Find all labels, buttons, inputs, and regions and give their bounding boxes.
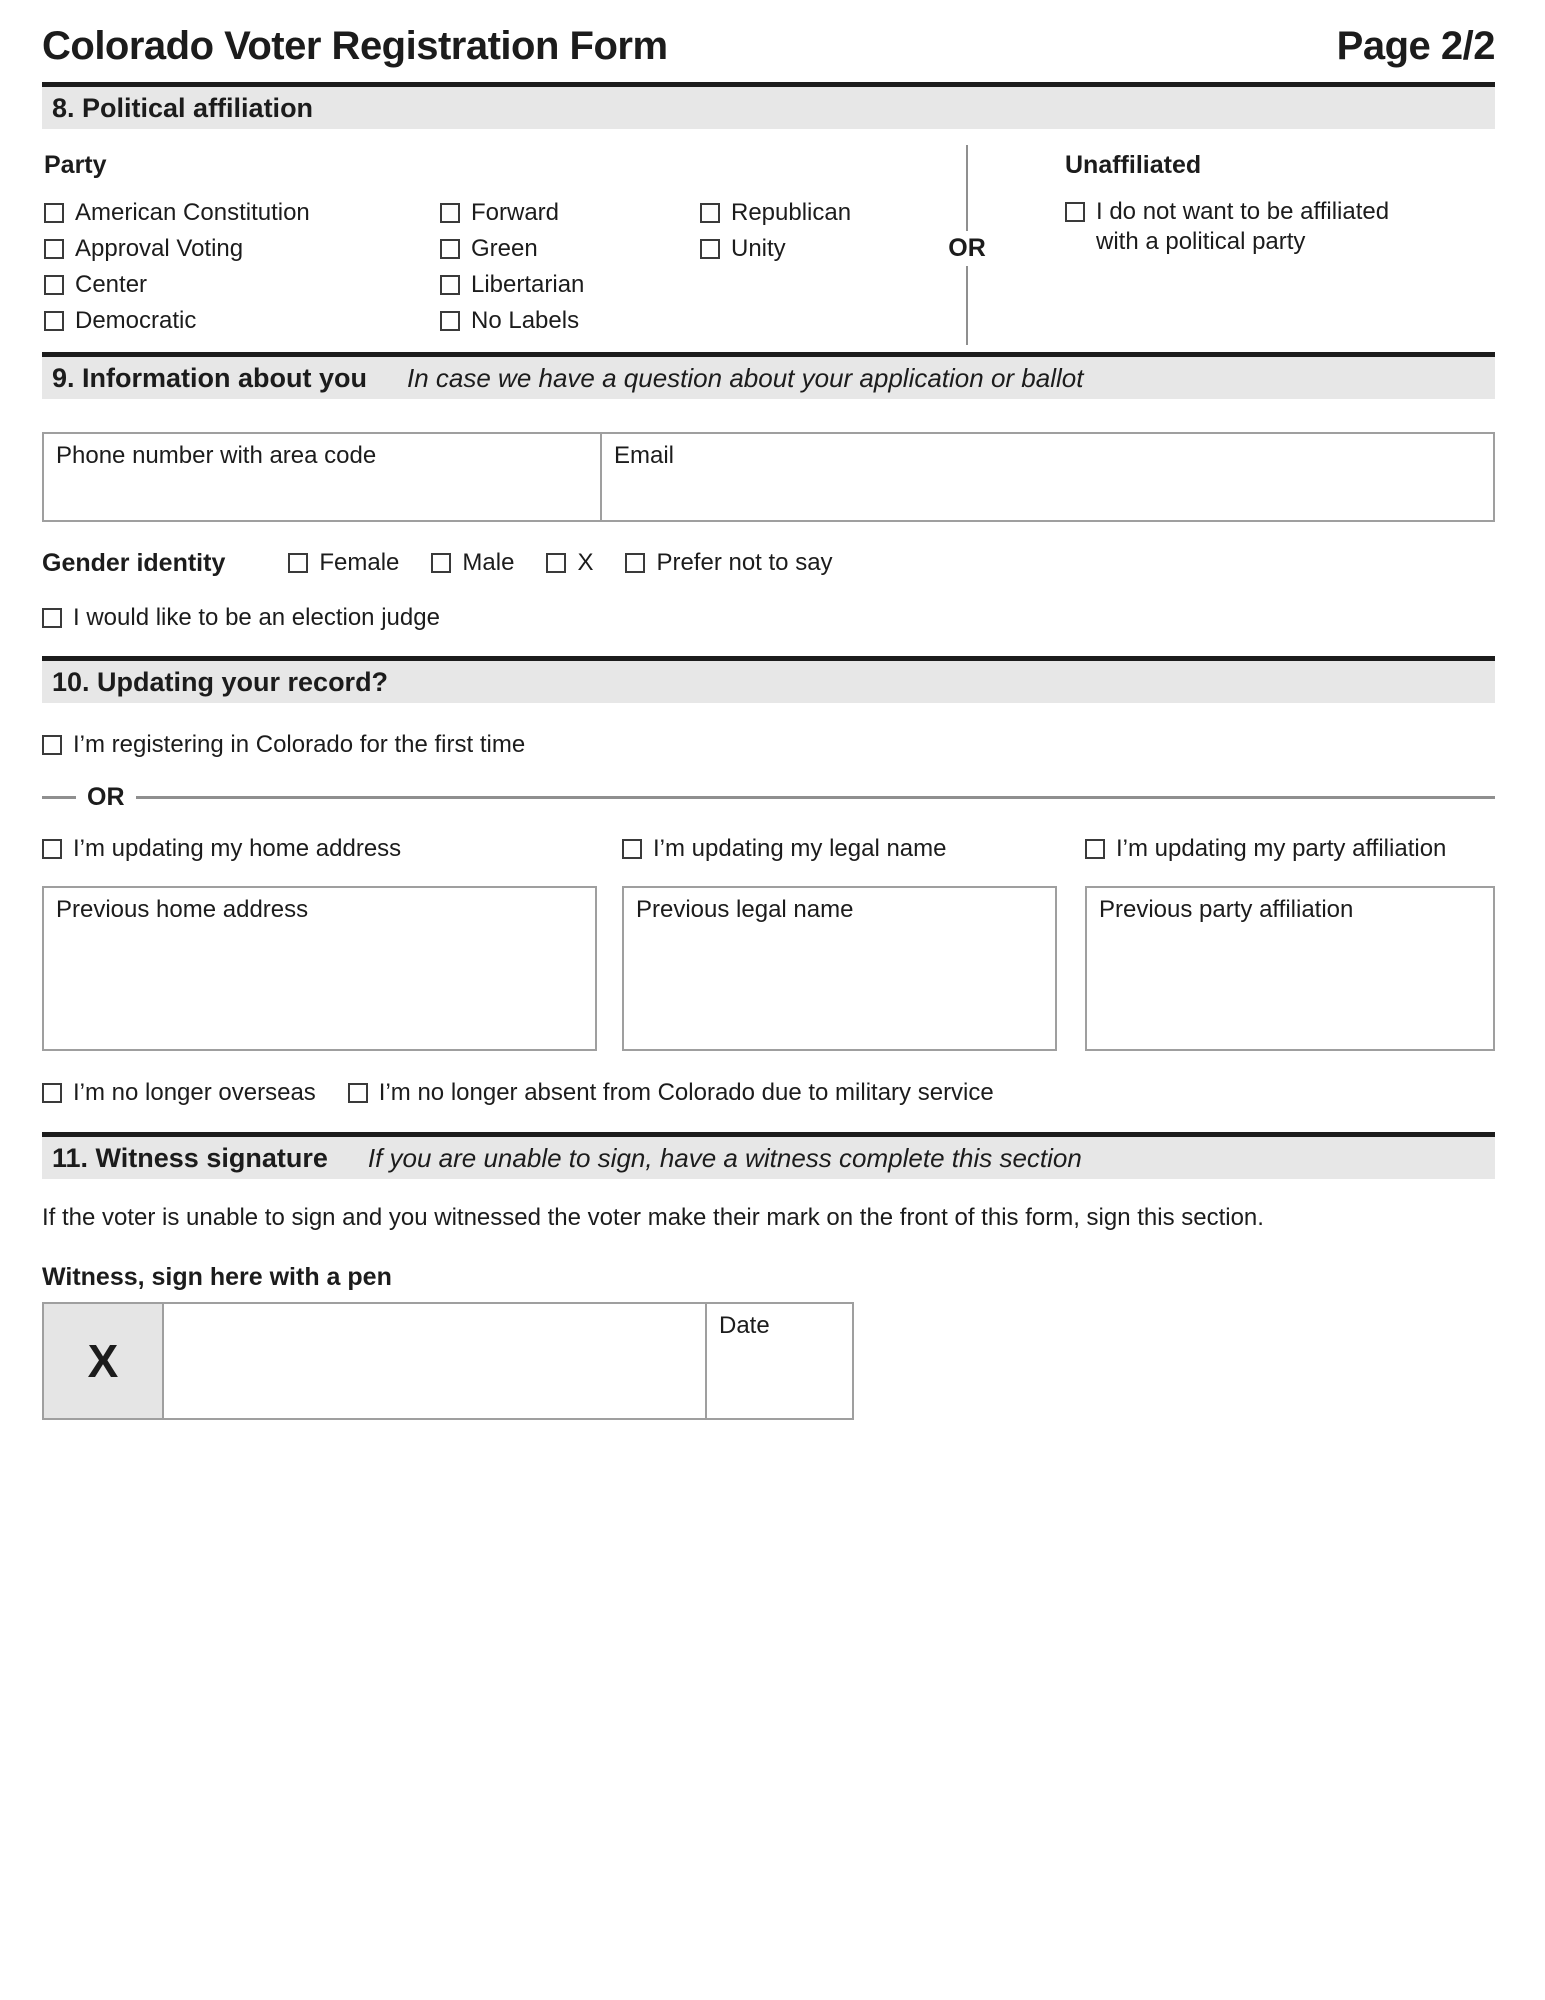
checkbox-label: I’m updating my legal name xyxy=(653,835,947,862)
update-or-divider xyxy=(42,782,1495,812)
party-column-3 xyxy=(700,195,851,267)
witness-instruction: If the voter is unable to sign and you witnessed the voter make their mark on the front of this form, sign this section. xyxy=(42,1204,1264,1231)
gender-option-male xyxy=(431,548,514,578)
section9-title: 9. Information about you xyxy=(52,362,367,393)
checkbox-approval-voting[interactable] xyxy=(44,239,64,259)
gender-identity-row xyxy=(42,548,1495,578)
checkbox-prefer-not-to-say[interactable] xyxy=(625,553,645,573)
section9-header xyxy=(42,357,1495,399)
checkbox-label: Center xyxy=(75,271,148,298)
page-header xyxy=(42,0,1495,69)
phone-field-label: Phone number with area code xyxy=(56,442,377,469)
party-option-approval-voting xyxy=(44,231,310,267)
checkbox-label: Approval Voting xyxy=(75,235,244,262)
email-field-label: Email xyxy=(614,442,675,469)
checkbox-label: I would like to be an election judge xyxy=(73,604,440,631)
checkbox-label: Male xyxy=(462,549,515,576)
checkbox-first-time[interactable] xyxy=(42,735,62,755)
checkbox-label: X xyxy=(577,549,594,576)
checkbox-update-party-affiliation[interactable] xyxy=(1085,839,1105,859)
witness-signature-table xyxy=(42,1302,854,1420)
witness-sign-label: Witness, sign here with a pen xyxy=(42,1263,392,1291)
checkbox-update-home-address[interactable] xyxy=(42,839,62,859)
section11-subtitle: If you are unable to sign, have a witness complete this section xyxy=(367,1142,1082,1173)
previous-home-address-field[interactable] xyxy=(42,886,597,1051)
checkbox-label: I’m no longer overseas xyxy=(73,1079,316,1106)
checkbox-label: Green xyxy=(471,235,538,262)
checkbox-forward[interactable] xyxy=(440,203,460,223)
divider-line xyxy=(966,145,968,231)
party-option-republican xyxy=(700,195,851,231)
contact-table xyxy=(42,432,1495,522)
or-label: OR xyxy=(87,782,125,811)
no-longer-overseas-option xyxy=(42,1078,316,1108)
checkbox-label: Republican xyxy=(731,199,852,226)
party-option-libertarian xyxy=(440,267,584,303)
checkbox-no-labels[interactable] xyxy=(440,311,460,331)
divider-line xyxy=(966,266,968,345)
checkbox-label: I’m updating my home address xyxy=(73,835,402,862)
checkbox-label: American Constitution xyxy=(75,199,310,226)
party-option-green xyxy=(440,231,584,267)
unaffiliated-block xyxy=(1065,151,1505,257)
checkbox-unity[interactable] xyxy=(700,239,720,259)
status-options-row xyxy=(42,1078,1495,1108)
previous-legal-name-field[interactable] xyxy=(622,886,1057,1051)
previous-party-affiliation-field[interactable] xyxy=(1085,886,1495,1051)
previous-home-address-label: Previous home address xyxy=(56,896,309,923)
party-option-unity xyxy=(700,231,851,267)
previous-party-affiliation-label: Previous party affiliation xyxy=(1099,896,1354,923)
section8-title: 8. Political affiliation xyxy=(52,92,314,123)
update-party-affiliation-option xyxy=(1085,834,1446,864)
checkbox-female[interactable] xyxy=(288,553,308,573)
first-time-option xyxy=(42,730,1495,760)
checkbox-democratic[interactable] xyxy=(44,311,64,331)
party-column-1 xyxy=(44,195,310,339)
checkbox-label: I do not want to be affiliated with a political party xyxy=(1096,198,1390,255)
checkbox-label: Female xyxy=(319,549,400,576)
x-mark: X xyxy=(87,1335,119,1387)
checkbox-update-legal-name[interactable] xyxy=(622,839,642,859)
checkbox-label: I’m no longer absent from Colorado due to military service xyxy=(378,1079,994,1106)
checkbox-label: No Labels xyxy=(471,307,580,334)
checkbox-label: Libertarian xyxy=(471,271,585,298)
checkbox-no-longer-overseas[interactable] xyxy=(42,1083,62,1103)
page-title: Colorado Voter Registration Form xyxy=(42,24,668,68)
witness-signature-field[interactable] xyxy=(164,1304,707,1418)
section8-body xyxy=(42,129,1495,352)
section11-title: 11. Witness signature xyxy=(52,1142,328,1173)
update-legal-name-option xyxy=(622,834,946,864)
gender-option-x xyxy=(546,548,593,578)
update-home-address-option xyxy=(42,834,401,864)
unaffiliated-option xyxy=(1065,197,1505,257)
checkbox-label: Forward xyxy=(471,199,560,226)
checkbox-x[interactable] xyxy=(546,553,566,573)
divider-line xyxy=(136,796,1496,799)
election-judge-option xyxy=(42,603,1495,633)
gender-option-prefer-not-to-say xyxy=(625,548,832,578)
party-label: Party xyxy=(44,151,107,179)
checkbox-center[interactable] xyxy=(44,275,64,295)
party-column-2 xyxy=(440,195,584,339)
party-option-center xyxy=(44,267,310,303)
checkbox-male[interactable] xyxy=(431,553,451,573)
unaffiliated-label: Unaffiliated xyxy=(1065,151,1202,179)
section11-header xyxy=(42,1137,1495,1179)
previous-info-boxes xyxy=(42,886,1495,1051)
checkbox-label: I’m updating my party affiliation xyxy=(1116,835,1447,862)
party-option-no-labels xyxy=(440,303,584,339)
date-field-label: Date xyxy=(719,1312,770,1339)
party-option-forward xyxy=(440,195,584,231)
gender-option-female xyxy=(288,548,399,578)
checkbox-american-constitution[interactable] xyxy=(44,203,64,223)
divider-line xyxy=(42,796,76,799)
checkbox-label: I’m registering in Colorado for the first time xyxy=(73,731,526,758)
no-longer-military-option xyxy=(348,1078,994,1108)
party-option-american-constitution xyxy=(44,195,310,231)
signature-x-cell xyxy=(44,1304,164,1418)
checkbox-libertarian[interactable] xyxy=(440,275,460,295)
checkbox-unaffiliated[interactable] xyxy=(1065,202,1085,222)
email-field[interactable] xyxy=(602,434,1493,520)
checkbox-label: Prefer not to say xyxy=(656,549,833,576)
update-options-row xyxy=(42,834,1495,864)
checkbox-election-judge[interactable] xyxy=(42,608,62,628)
page-number: Page 2/2 xyxy=(1336,24,1495,68)
previous-legal-name-label: Previous legal name xyxy=(636,896,854,923)
party-option-democratic xyxy=(44,303,310,339)
phone-field[interactable] xyxy=(44,434,602,520)
witness-date-field[interactable] xyxy=(707,1304,852,1418)
section10-title: 10. Updating your record? xyxy=(52,666,389,697)
gender-identity-label: Gender identity xyxy=(42,548,226,577)
checkbox-label: Democratic xyxy=(75,307,197,334)
checkbox-label: Unity xyxy=(731,235,786,262)
or-label: OR xyxy=(948,234,986,262)
checkbox-republican[interactable] xyxy=(700,203,720,223)
section9-subtitle: In case we have a question about your application or ballot xyxy=(407,362,1084,393)
checkbox-no-longer-military[interactable] xyxy=(348,1083,368,1103)
section8-header xyxy=(42,87,1495,129)
party-or-divider xyxy=(941,145,993,345)
section10-header xyxy=(42,661,1495,703)
checkbox-green[interactable] xyxy=(440,239,460,259)
